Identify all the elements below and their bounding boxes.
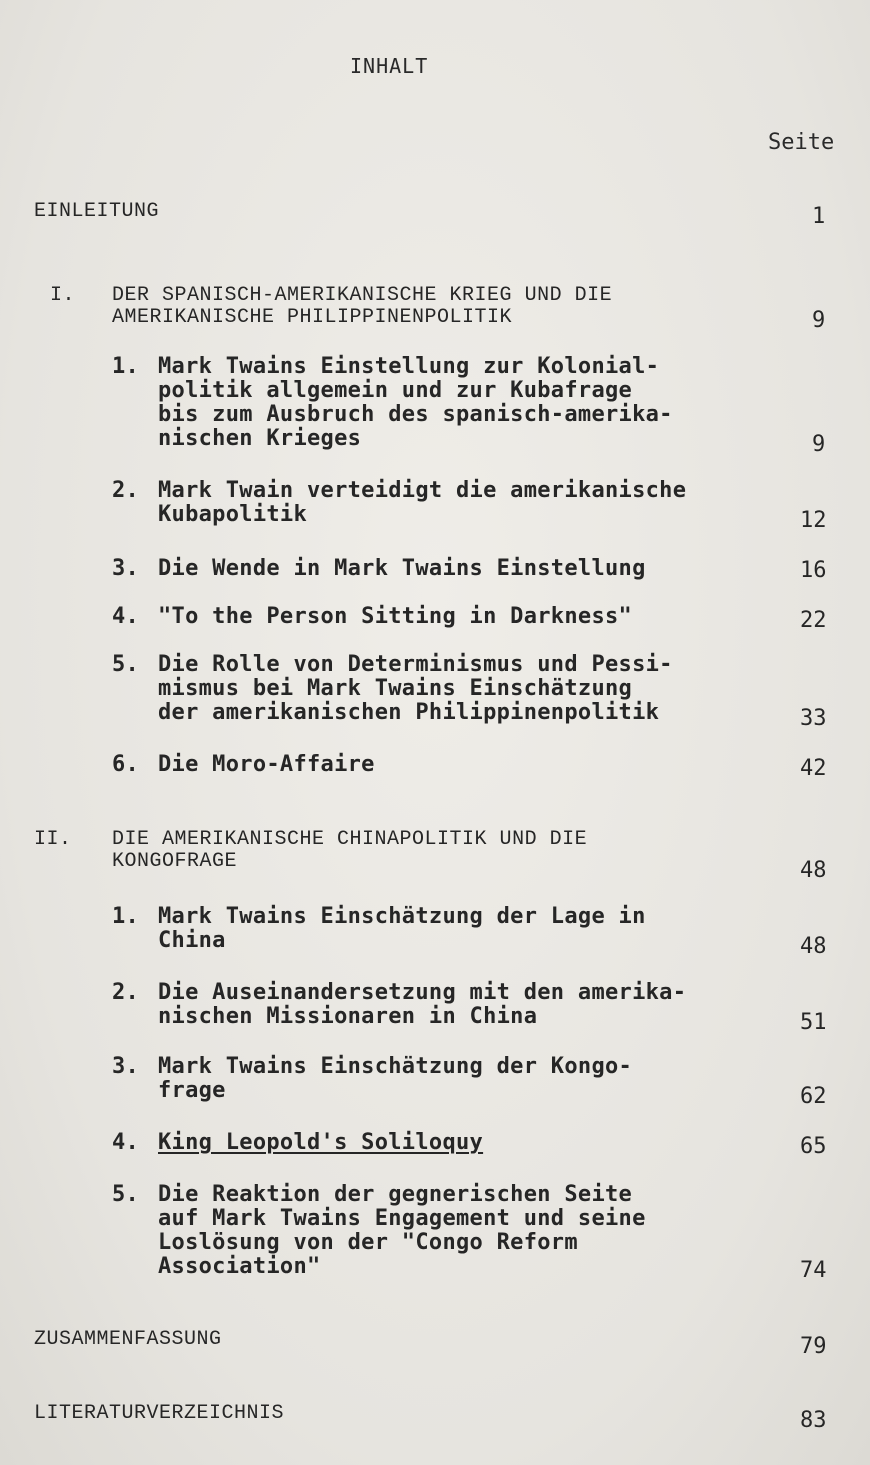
section-title-line: Die Moro-Affaire <box>158 752 375 777</box>
section-number: 6. <box>112 752 140 777</box>
section-number: 1. <box>112 904 140 929</box>
section-page: 9 <box>812 432 826 457</box>
section-title-line: nischen Missionaren in China <box>158 1004 538 1029</box>
section-page: 65 <box>800 1134 827 1159</box>
section-page: 48 <box>800 934 827 959</box>
section-title-line: Die Wende in Mark Twains Einstellung <box>158 556 646 581</box>
section-number: 3. <box>112 1054 140 1079</box>
toc-page-part2: 48 <box>800 858 827 883</box>
section-number: 5. <box>112 1182 140 1207</box>
section-page: 22 <box>800 608 827 633</box>
section-title-line: Mark Twains Einschätzung der Kongo- <box>158 1054 633 1079</box>
page-column-header: Seite <box>768 130 835 155</box>
part-title-line: DIE AMERIKANISCHE CHINAPOLITIK UND DIE <box>112 828 588 851</box>
section-number: 2. <box>112 980 140 1005</box>
section-page: 42 <box>800 756 827 781</box>
section-title-line: Die Auseinandersetzung mit den amerika- <box>158 980 687 1005</box>
section-number: 5. <box>112 652 140 677</box>
part-numeral: II. <box>34 828 72 851</box>
toc-entry-zusammenfassung: ZUSAMMENFASSUNG <box>34 1328 222 1351</box>
toc-page-part1: 9 <box>812 308 826 333</box>
section-title-line: frage <box>158 1078 226 1103</box>
toc-entry-literatur: LITERATURVERZEICHNIS <box>34 1402 285 1425</box>
section-title-line: Mark Twains Einschätzung der Lage in <box>158 904 646 929</box>
toc-page-zusammenfassung: 79 <box>800 1334 827 1359</box>
section-title-line: Mark Twain verteidigt die amerikanische <box>158 478 687 503</box>
toc-entry-einleitung: EINLEITUNG <box>34 200 160 223</box>
section-page: 51 <box>800 1010 827 1035</box>
part-title-line: KONGOFRAGE <box>112 850 238 873</box>
section-page: 12 <box>800 508 827 533</box>
section-title-line: Association" <box>158 1254 321 1279</box>
section-title-line: nischen Krieges <box>158 426 362 451</box>
section-title-line: China <box>158 928 226 953</box>
section-title-line: Die Rolle von Determinismus und Pessi- <box>158 652 673 677</box>
section-page: 33 <box>800 706 827 731</box>
section-page: 74 <box>800 1258 827 1283</box>
section-number: 4. <box>112 604 140 629</box>
part-title-line: DER SPANISCH-AMERIKANISCHE KRIEG UND DIE <box>112 284 613 307</box>
toc-title: INHALT <box>350 54 429 78</box>
section-title-line: King Leopold's Soliloquy <box>158 1130 484 1155</box>
part-numeral: I. <box>50 284 76 307</box>
part-title-line: AMERIKANISCHE PHILIPPINENPOLITIK <box>112 306 513 329</box>
section-title-line: der amerikanischen Philippinenpolitik <box>158 700 660 725</box>
section-title-line: politik allgemein und zur Kubafrage <box>158 378 633 403</box>
section-number: 2. <box>112 478 140 503</box>
section-number: 3. <box>112 556 140 581</box>
section-title-line: auf Mark Twains Engagement und seine <box>158 1206 646 1231</box>
toc-page-literatur: 83 <box>800 1408 827 1433</box>
section-title-line: Die Reaktion der gegnerischen Seite <box>158 1182 633 1207</box>
section-number: 4. <box>112 1130 140 1155</box>
section-title-line: mismus bei Mark Twains Einschätzung <box>158 676 633 701</box>
section-page: 16 <box>800 558 827 583</box>
section-title-line: bis zum Ausbruch des spanisch-amerika- <box>158 402 673 427</box>
section-title-line: Kubapolitik <box>158 502 307 527</box>
toc-page-einleitung: 1 <box>812 204 826 229</box>
section-number: 1. <box>112 354 140 379</box>
section-title-line: "To the Person Sitting in Darkness" <box>158 604 633 629</box>
section-page: 62 <box>800 1084 827 1109</box>
section-title-line: Loslösung von der "Congo Reform <box>158 1230 578 1255</box>
section-title-line: Mark Twains Einstellung zur Kolonial- <box>158 354 660 379</box>
